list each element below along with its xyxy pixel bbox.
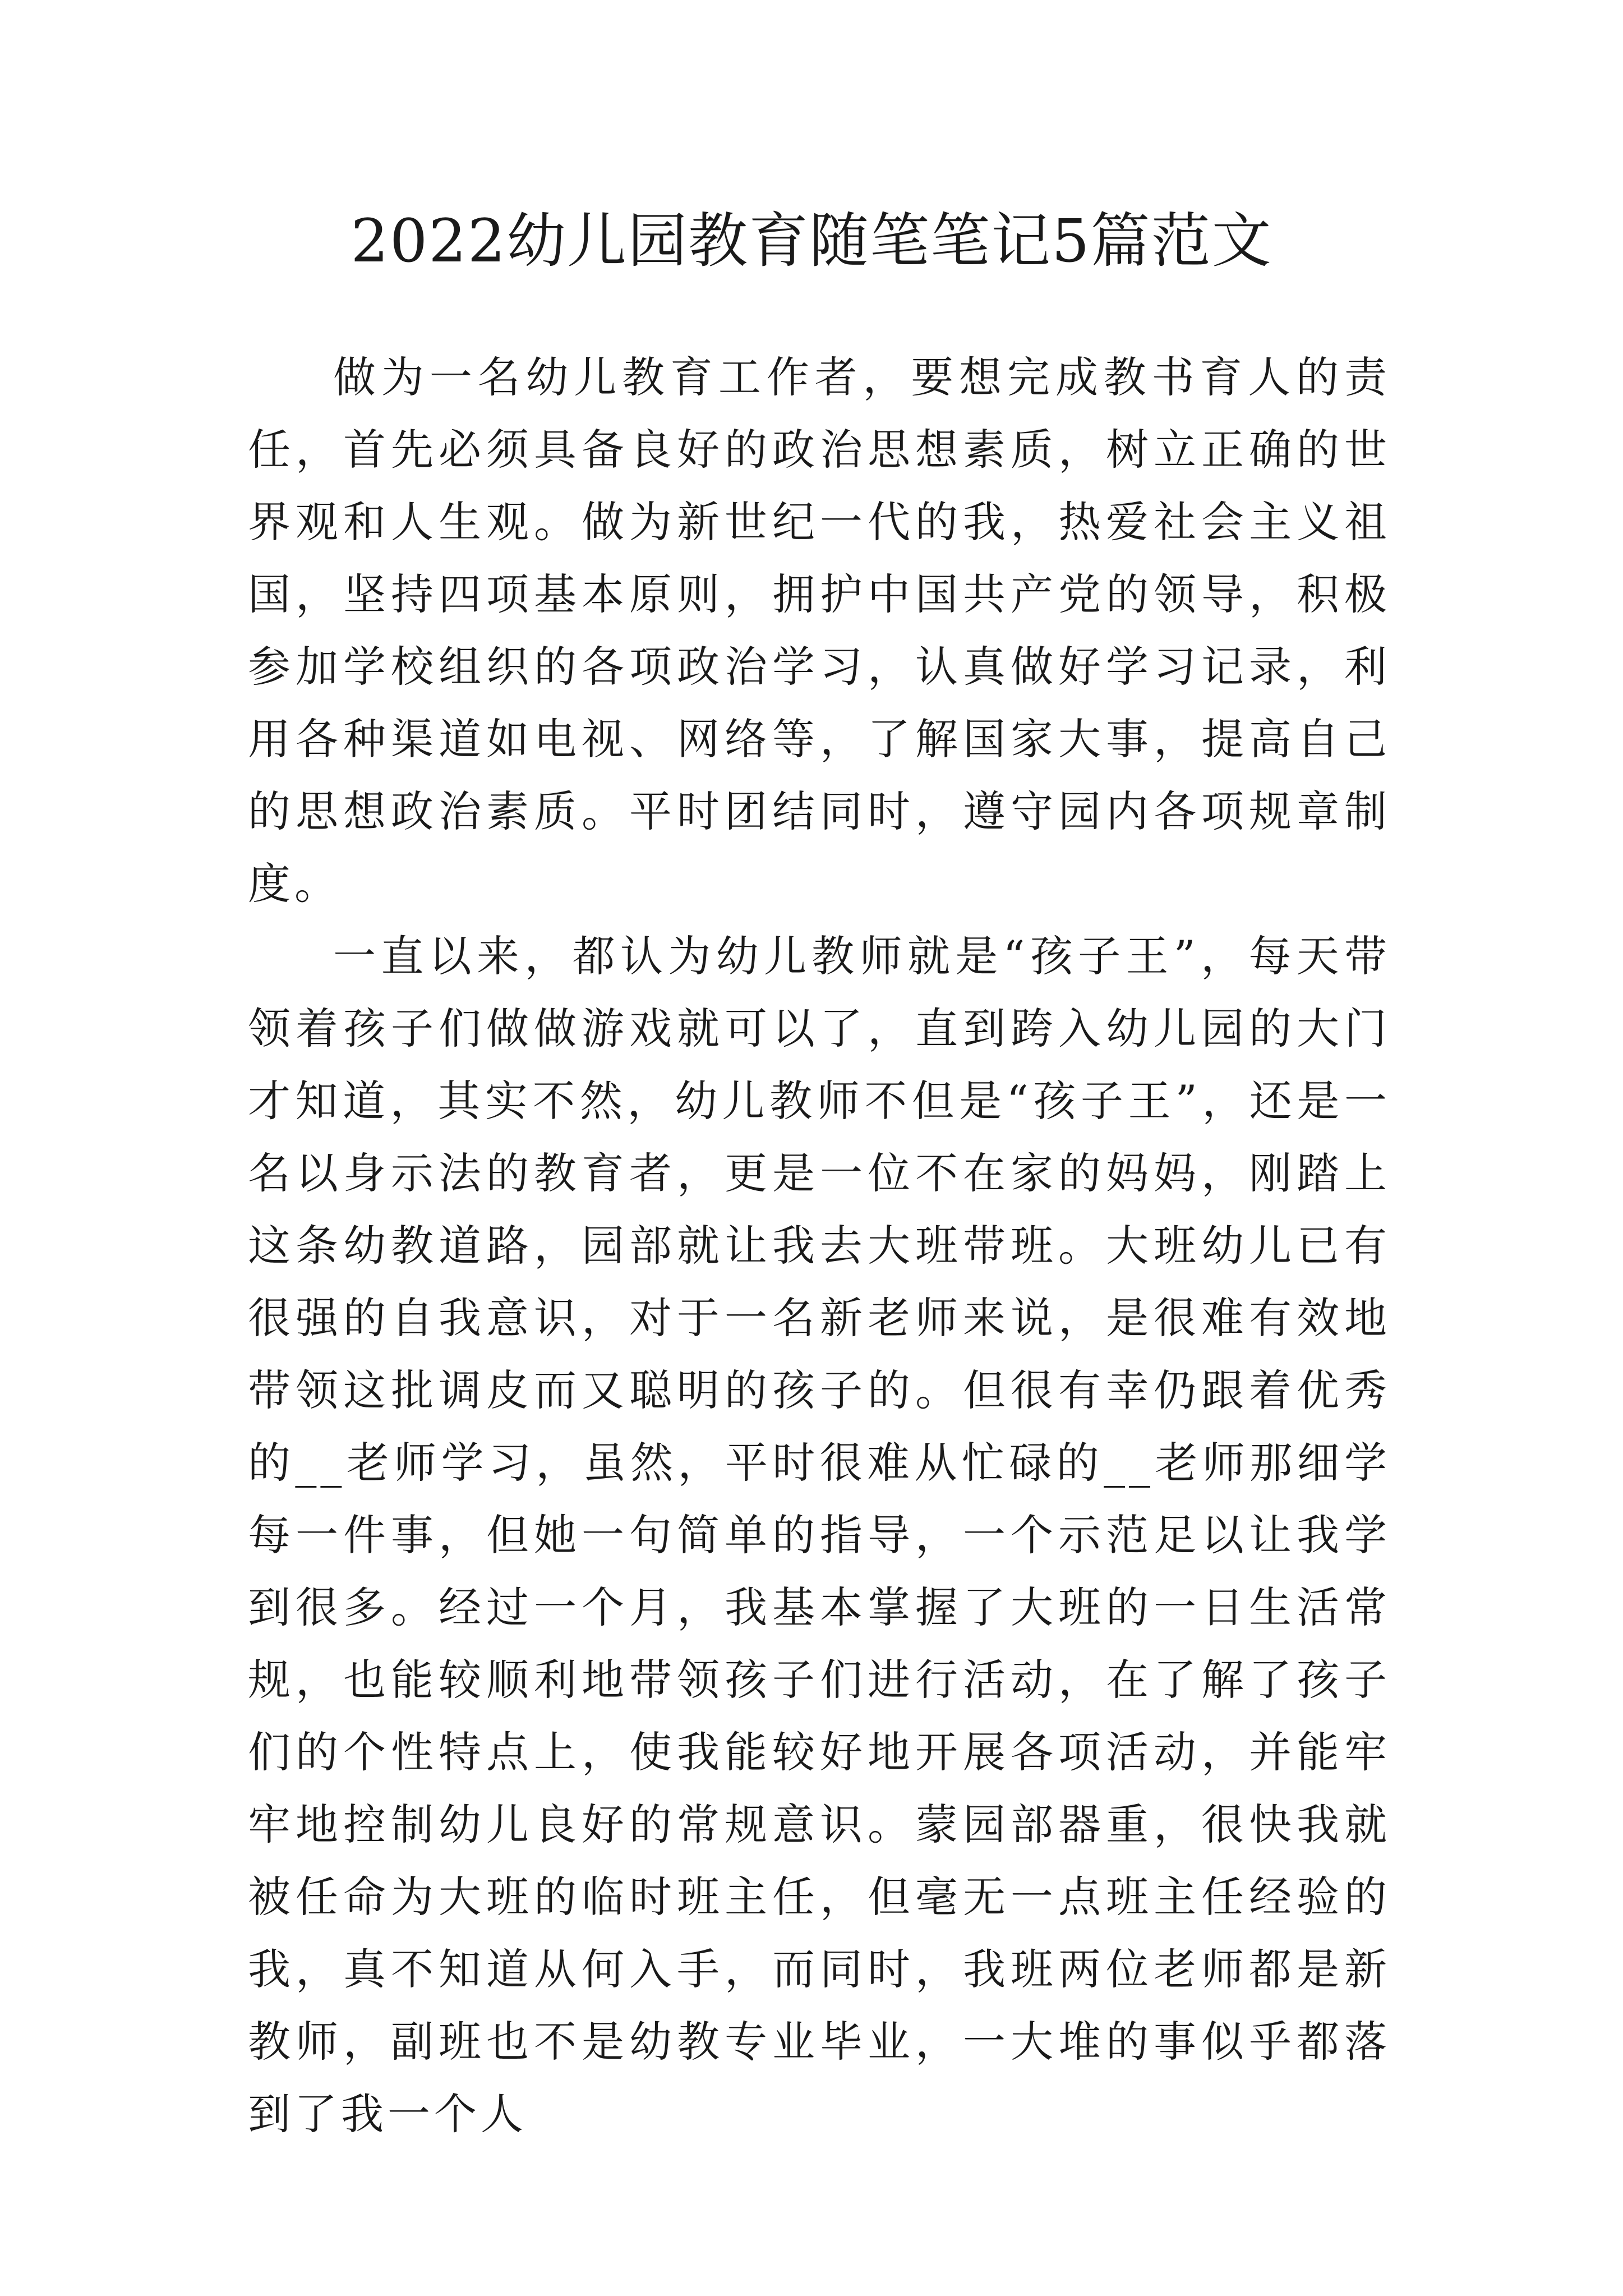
paragraph-2: 一直以来，都认为幼儿教师就是“孩子王”，每天带领着孩子们做做游戏就可以了，直到跨入幼儿园的大门才知道，其实不然，幼儿教师不但是“孩子王”，还是一名以身示法的教育者，更是一位不在家的妈妈，刚踏上这条幼教道路，园部就让我去大班带班。大班幼儿已有很强的自我意识，对于一名新老师来说，是很难有效地带领这批调皮而又聪明的孩子的。但很有幸仍跟着优秀的__老师学习，虽然，平时很难从忙碌的__老师那细学每一件事，但她一句简单的指导，一个示范足以让我学到很多。经过一个月，我基本掌握了大班的一日生活常规，也能较顺利地带领孩子们进行活动，在了解了孩子们的个性特点上，使我能较好地开展各项活动，并能牢牢地控制幼儿良好的常规意识。蒙园部器重，很快我就被任命为大班的临时班主任，但毫无一点班主任经验的我，真不知道从何入手，而同时，我班两位老师都是新教师，副班也不是幼教专业毕业，一大堆的事似乎都落到了我一个人 [248, 931, 1391, 2139]
paragraph-1: 做为一名幼儿教育工作者，要想完成教书育人的责任，首先必须具备良好的政治思想素质，树立正确的世界观和人生观。做为新世纪一代的我，热爱社会主义祖国，坚持四项基本原则，拥护中国共产党的领导，积极参加学校组织的各项政治学习，认真做好学习记录，利用各种渠道如电视、网络等，了解国家大事，提高自己的思想政治素质。平时团结同时，遵守园内各项规章制度。 [248, 352, 1391, 909]
document-body [248, 341, 1391, 2150]
document-title: 2022幼儿园教育随笔笔记5篇范文 [351, 206, 1272, 275]
